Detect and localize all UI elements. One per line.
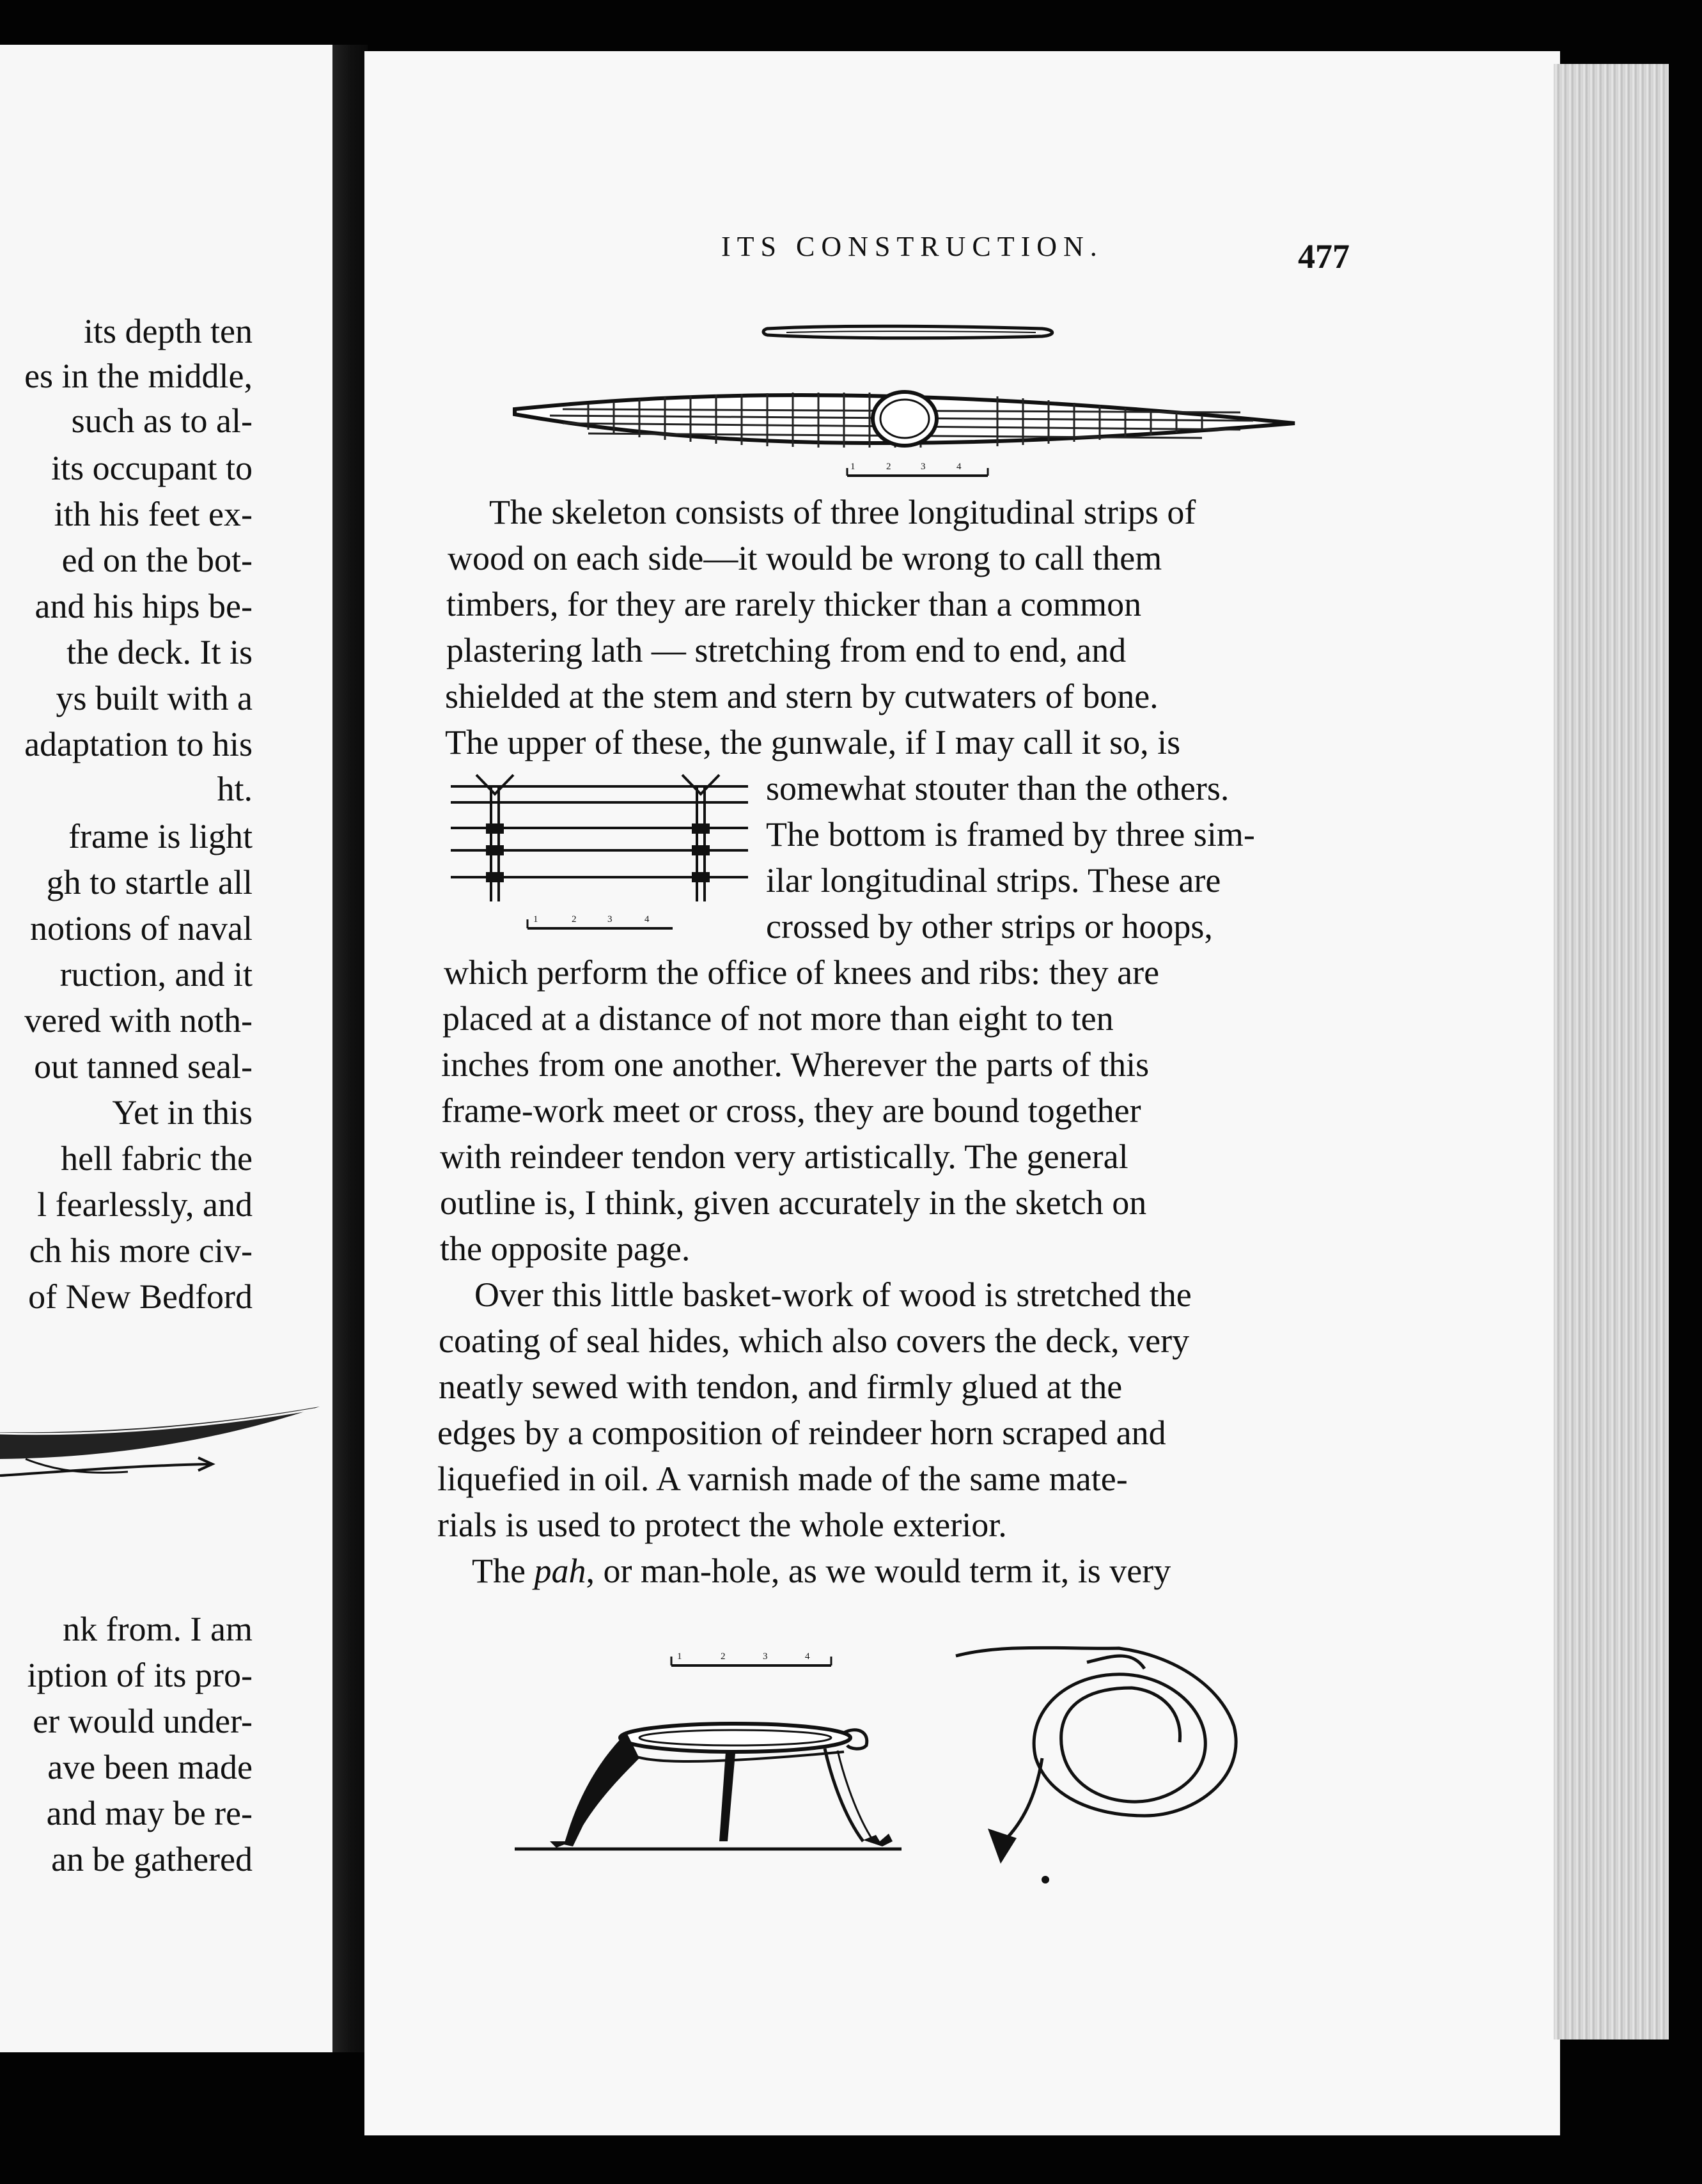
body-text-line: The pah, or man-hole, as we would term it, is very <box>472 1552 1171 1590</box>
left-page-line: ed on the bot- <box>61 541 253 579</box>
page-number: 477 <box>1298 237 1350 276</box>
body-text-line: crossed by other strips or hoops, <box>766 907 1213 946</box>
left-page-line: hell fabric the <box>61 1139 253 1178</box>
body-text-line: coating of seal hides, which also covers the deck, very <box>439 1322 1190 1360</box>
scale-label: 3 <box>607 914 613 924</box>
body-text-line: frame-work meet or cross, they are bound together <box>441 1091 1141 1130</box>
body-text-line: ilar longitudinal strips. These are <box>766 861 1221 900</box>
scale-label: 2 <box>886 462 891 472</box>
scale-label: 2 <box>721 1651 726 1662</box>
partial-kayak-illustration <box>0 1362 342 1528</box>
body-text-line: the opposite page. <box>440 1229 691 1268</box>
page-edges <box>1554 64 1669 2040</box>
left-page-line: ave been made <box>47 1748 253 1786</box>
scale-label: 1 <box>677 1651 682 1662</box>
body-text-line: somewhat stouter than the others. <box>766 769 1230 807</box>
scale-label: 1 <box>850 462 855 472</box>
left-page-line: ch his more civ- <box>29 1231 253 1270</box>
body-text-line: which perform the office of knees and ribs: they are <box>444 953 1160 992</box>
left-page-line: Yet in this <box>112 1093 253 1132</box>
scale-label: 3 <box>763 1651 768 1662</box>
left-page-line: ruction, and it <box>59 955 253 994</box>
left-page-line: its depth ten <box>84 312 253 350</box>
body-text-line: The upper of these, the gunwale, if I may call it so, is <box>445 723 1181 761</box>
left-page-line: and may be re- <box>46 1794 253 1832</box>
body-text-line: timbers, for they are rarely thicker than a common <box>446 585 1142 623</box>
running-head: ITS CONSTRUCTION. <box>721 231 1104 262</box>
left-page-line: out tanned seal- <box>34 1047 253 1086</box>
left-page-line: vered with noth- <box>24 1001 253 1040</box>
body-text-line: The bottom is framed by three sim- <box>766 815 1255 854</box>
body-text-line: The skeleton consists of three longitudinal strips of <box>489 493 1196 531</box>
body-text-line: inches from one another. Wherever the parts of this <box>441 1045 1150 1084</box>
left-page-line: notions of naval <box>30 909 253 948</box>
left-page-line: gh to startle all <box>46 863 253 901</box>
scale-bar <box>524 908 678 933</box>
left-page-line: l fearlessly, and <box>37 1185 253 1224</box>
italic-term: pah <box>534 1552 586 1590</box>
body-text-line: with reindeer tendon very artistically. The general <box>440 1137 1128 1176</box>
scale-bar <box>668 1646 834 1672</box>
scale-label: 4 <box>805 1651 810 1662</box>
left-page-line: er would under- <box>33 1702 253 1740</box>
scale-label: 4 <box>956 462 962 472</box>
left-page-line: es in the middle, <box>24 357 253 395</box>
scale-label: 4 <box>644 914 650 924</box>
left-page-line: and his hips be- <box>35 587 253 625</box>
left-page-line: ith his feet ex- <box>54 495 253 533</box>
scale-label: 2 <box>572 914 577 924</box>
left-page <box>0 45 342 2052</box>
body-text-line: plastering lath — stretching from end to end, and <box>446 631 1127 669</box>
body-text-line: liquefied in oil. A varnish made of the same mate- <box>437 1460 1128 1498</box>
scale-bar <box>844 456 991 482</box>
body-text-line: rials is used to protect the whole exterior. <box>437 1506 1007 1544</box>
left-page-line: such as to al- <box>71 402 253 440</box>
left-page-line: ys built with a <box>56 679 253 717</box>
left-page-line: the deck. It is <box>66 633 253 671</box>
manhole-rim-illustration <box>511 1713 908 1854</box>
book-gutter <box>332 45 368 2052</box>
scale-label: 1 <box>533 914 538 924</box>
body-text-line: wood on each side—it would be wrong to call them <box>448 539 1162 577</box>
body-text-line: shielded at the stem and stern by cutwaters of bone. <box>445 677 1159 715</box>
body-text-line: neatly sewed with tendon, and firmly glued at the <box>439 1368 1123 1406</box>
scale-label: 3 <box>921 462 926 472</box>
left-page-line: nk from. I am <box>63 1610 253 1648</box>
left-page-line: its occupant to <box>51 449 253 487</box>
left-page-line: iption of its pro- <box>27 1656 253 1694</box>
body-text-line: edges by a composition of reindeer horn scraped and <box>437 1414 1166 1452</box>
left-page-line: of New Bedford <box>28 1277 253 1316</box>
paddle-illustration <box>761 320 1061 345</box>
coiled-line-illustration <box>953 1630 1247 1886</box>
body-text-line: outline is, I think, given accurately in the sketch on <box>440 1183 1147 1222</box>
left-page-line: adaptation to his <box>24 725 253 763</box>
left-page-line: frame is light <box>68 817 253 855</box>
body-text-line: Over this little basket-work of wood is stretched the <box>474 1275 1192 1314</box>
left-page-line: ht. <box>217 770 253 808</box>
body-text-line: placed at a distance of not more than eight to ten <box>442 999 1114 1038</box>
left-page-line: an be gathered <box>51 1840 253 1878</box>
